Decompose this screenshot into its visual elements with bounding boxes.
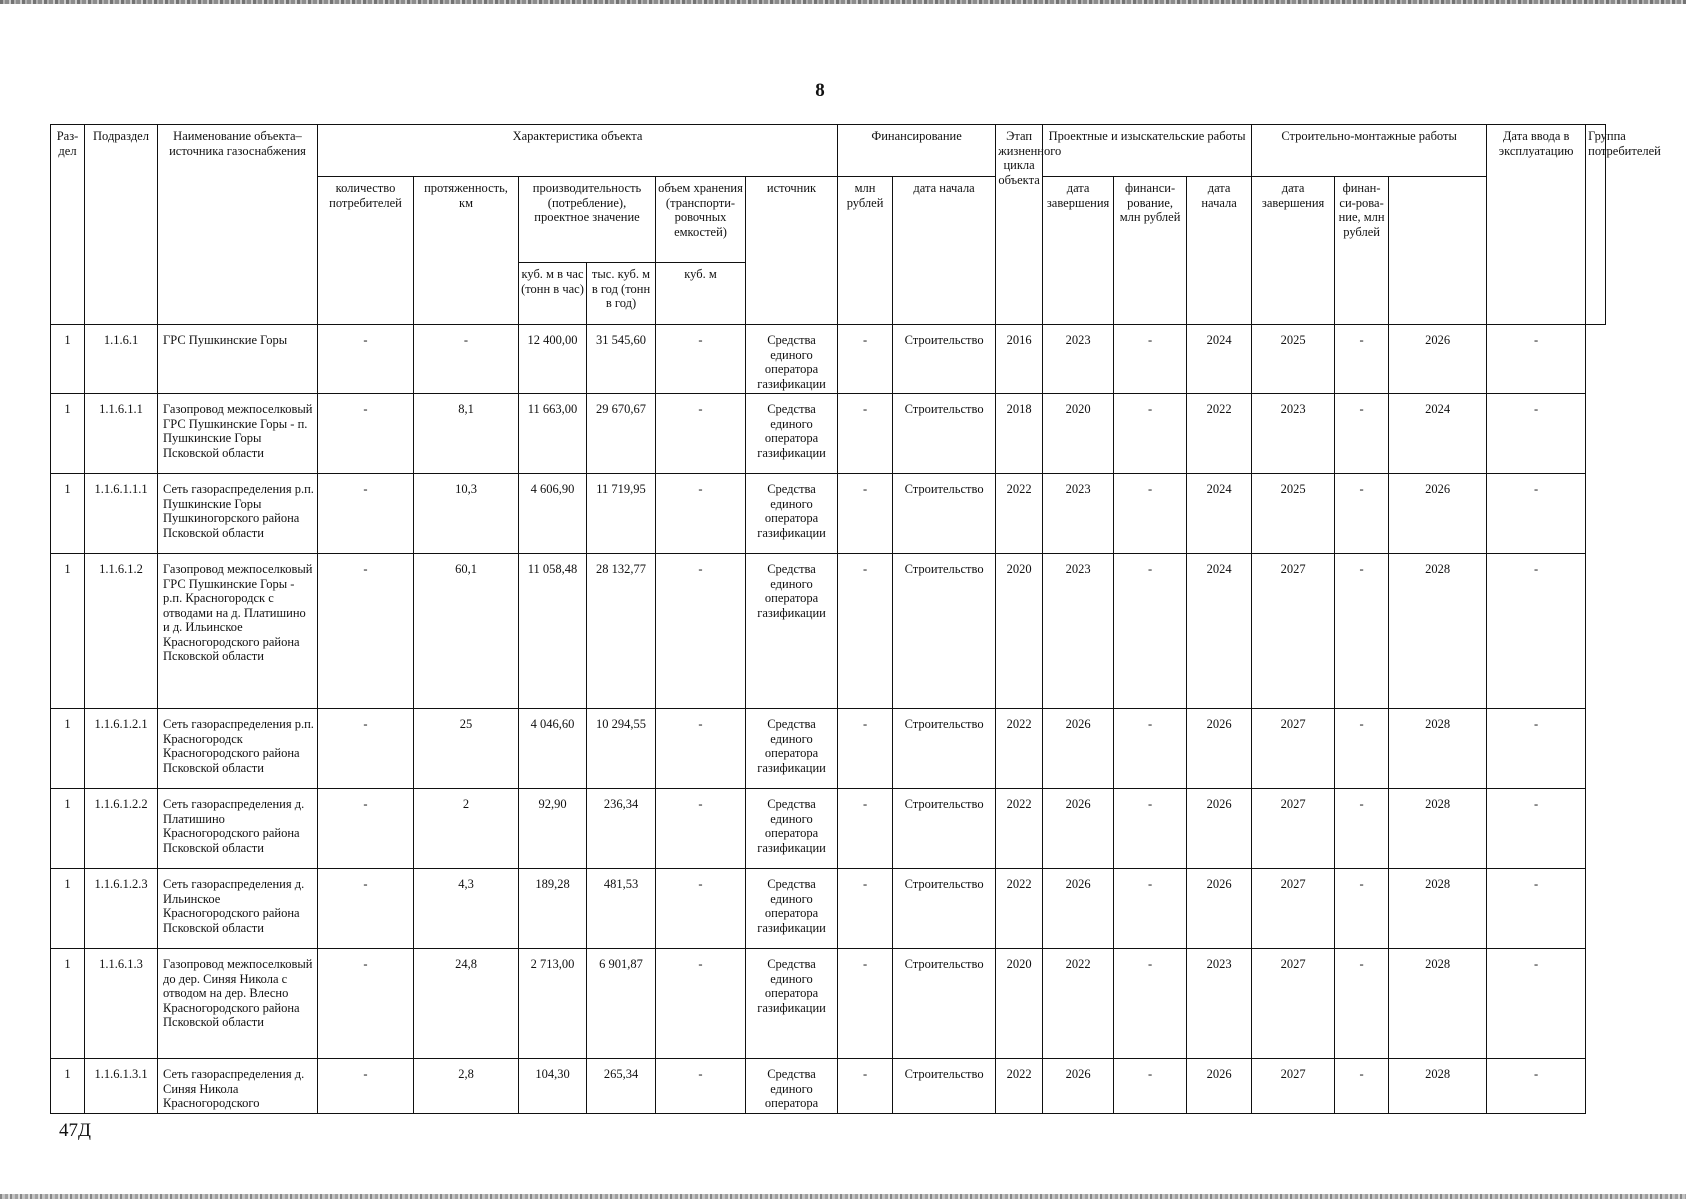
cell-storage-volume: - <box>656 709 746 789</box>
cell-consumers-count: - <box>318 394 414 474</box>
cell-object-name: ГРС Пушкинские Горы <box>158 325 318 394</box>
cell-storage-volume: - <box>656 869 746 949</box>
cell-subsection: 1.1.6.1.1.1 <box>85 474 158 554</box>
header-commissioning-date: Дата ввода в эксплуатацию <box>1487 125 1586 325</box>
document-code: 47Д <box>59 1120 91 1141</box>
header-subsection: Подраздел <box>85 125 158 325</box>
cell-capacity-year: 236,34 <box>587 789 656 869</box>
cell-object-name: Газопровод межпоселковый ГРС Пушкинские Горы - п. Пушкинские Горы Псковской области <box>158 394 318 474</box>
cell-design-start: 2022 <box>996 869 1043 949</box>
cell-storage-volume: - <box>656 789 746 869</box>
cell-design-end: 2020 <box>1043 394 1114 474</box>
cell-commissioning-date: 2028 <box>1389 1059 1487 1114</box>
cell-design-end: 2026 <box>1043 709 1114 789</box>
cell-fin-amount: - <box>838 474 893 554</box>
cell-constr-end: 2025 <box>1252 325 1335 394</box>
cell-storage-volume: - <box>656 325 746 394</box>
cell-constr-start: 2022 <box>1187 394 1252 474</box>
cell-constr-end: 2027 <box>1252 949 1335 1059</box>
cell-capacity-hour: 92,90 <box>519 789 587 869</box>
cell-section: 1 <box>51 709 85 789</box>
cell-capacity-hour: 189,28 <box>519 869 587 949</box>
header-design-end: дата завершения <box>1043 177 1114 325</box>
table-row <box>51 554 1606 709</box>
cell-length-km: 4,3 <box>414 869 519 949</box>
cell-consumer-group: - <box>1487 554 1586 709</box>
cell-section: 1 <box>51 394 85 474</box>
header-storage-unit: куб. м <box>656 263 746 325</box>
cell-fin-source: Средства единого оператора газификации <box>746 709 838 789</box>
cell-design-start: 2022 <box>996 1059 1043 1114</box>
cell-design-start: 2020 <box>996 554 1043 709</box>
cell-lifecycle-stage: Строительство <box>893 1059 996 1114</box>
cell-fin-source: Средства единого оператора газификации <box>746 949 838 1059</box>
cell-lifecycle-stage: Строительство <box>893 325 996 394</box>
cell-capacity-year: 28 132,77 <box>587 554 656 709</box>
cell-constr-financing: - <box>1335 949 1389 1059</box>
header-constr-financing: финан-си-рова-ние, млн рублей <box>1335 177 1389 325</box>
cell-design-end: 2026 <box>1043 1059 1114 1114</box>
cell-section: 1 <box>51 1059 85 1114</box>
cell-subsection: 1.1.6.1.2.3 <box>85 869 158 949</box>
cell-lifecycle-stage: Строительство <box>893 394 996 474</box>
cell-design-start: 2016 <box>996 325 1043 394</box>
cell-consumers-count: - <box>318 789 414 869</box>
cell-subsection: 1.1.6.1.2.2 <box>85 789 158 869</box>
cell-constr-start: 2026 <box>1187 869 1252 949</box>
header-consumers-count: количество потребителей <box>318 177 414 325</box>
cell-design-start: 2022 <box>996 474 1043 554</box>
cell-storage-volume: - <box>656 474 746 554</box>
cell-constr-financing: - <box>1335 869 1389 949</box>
cell-constr-start: 2023 <box>1187 949 1252 1059</box>
cell-length-km: 10,3 <box>414 474 519 554</box>
cell-length-km: 60,1 <box>414 554 519 709</box>
scan-edge-bottom <box>0 1194 1686 1199</box>
table-row <box>51 1059 1606 1114</box>
cell-design-financing: - <box>1114 554 1187 709</box>
cell-subsection: 1.1.6.1.2 <box>85 554 158 709</box>
cell-fin-amount: - <box>838 949 893 1059</box>
table-row <box>51 949 1606 1059</box>
cell-design-end: 2026 <box>1043 869 1114 949</box>
cell-constr-end: 2027 <box>1252 709 1335 789</box>
cell-fin-source: Средства единого оператора <box>746 1059 838 1114</box>
cell-consumer-group: - <box>1487 474 1586 554</box>
cell-fin-amount: - <box>838 394 893 474</box>
cell-object-name: Газопровод межпоселковый ГРС Пушкинские Горы - р.п. Красногородск с отводами на д. Платишино и д. Ильинское Красногородского района Псковской области <box>158 554 318 709</box>
cell-design-financing: - <box>1114 949 1187 1059</box>
cell-consumers-count: - <box>318 949 414 1059</box>
cell-design-end: 2023 <box>1043 325 1114 394</box>
cell-fin-amount: - <box>838 789 893 869</box>
header-design-works: Проектные и изыскательские работы <box>1043 125 1252 177</box>
cell-object-name: Сеть газораспределения д. Синяя Никола Красногородского <box>158 1059 318 1114</box>
cell-length-km: 8,1 <box>414 394 519 474</box>
cell-design-financing: - <box>1114 1059 1187 1114</box>
cell-object-name: Сеть газораспределения д. Платишино Красногородского района Псковской области <box>158 789 318 869</box>
cell-subsection: 1.1.6.1.2.1 <box>85 709 158 789</box>
header-construction-works: Строительно-монтажные работы <box>1252 125 1487 177</box>
cell-length-km: 25 <box>414 709 519 789</box>
cell-consumer-group: - <box>1487 869 1586 949</box>
cell-consumers-count: - <box>318 1059 414 1114</box>
cell-constr-financing: - <box>1335 394 1389 474</box>
cell-lifecycle-stage: Строительство <box>893 869 996 949</box>
cell-design-end: 2023 <box>1043 554 1114 709</box>
cell-section: 1 <box>51 949 85 1059</box>
cell-constr-start: 2024 <box>1187 474 1252 554</box>
cell-design-end: 2026 <box>1043 789 1114 869</box>
cell-commissioning-date: 2028 <box>1389 709 1487 789</box>
table-row <box>51 869 1606 949</box>
cell-commissioning-date: 2028 <box>1389 789 1487 869</box>
header-storage-volume: объем хранения (транспорти-ровочных емкостей) <box>656 177 746 263</box>
cell-constr-start: 2026 <box>1187 709 1252 789</box>
cell-lifecycle-stage: Строительство <box>893 474 996 554</box>
cell-fin-source: Средства единого оператора газификации <box>746 789 838 869</box>
cell-constr-start: 2026 <box>1187 789 1252 869</box>
cell-design-financing: - <box>1114 789 1187 869</box>
cell-consumers-count: - <box>318 709 414 789</box>
cell-capacity-year: 481,53 <box>587 869 656 949</box>
cell-consumers-count: - <box>318 869 414 949</box>
header-capacity-year: тыс. куб. м в год (тонн в год) <box>587 263 656 325</box>
cell-consumer-group: - <box>1487 394 1586 474</box>
cell-fin-source: Средства единого оператора газификации <box>746 869 838 949</box>
cell-commissioning-date: 2028 <box>1389 869 1487 949</box>
cell-capacity-hour: 4 046,60 <box>519 709 587 789</box>
cell-design-start: 2022 <box>996 709 1043 789</box>
cell-constr-end: 2023 <box>1252 394 1335 474</box>
cell-design-financing: - <box>1114 709 1187 789</box>
cell-commissioning-date: 2028 <box>1389 554 1487 709</box>
cell-capacity-year: 31 545,60 <box>587 325 656 394</box>
header-characteristics: Характеристика объекта <box>318 125 838 177</box>
header-design-financing: финанси-рование, млн рублей <box>1114 177 1187 325</box>
cell-fin-source: Средства единого оператора газификации <box>746 394 838 474</box>
table-row <box>51 474 1606 554</box>
cell-constr-end: 2027 <box>1252 789 1335 869</box>
cell-constr-start: 2026 <box>1187 1059 1252 1114</box>
cell-constr-financing: - <box>1335 1059 1389 1114</box>
header-length-km: протяженность, км <box>414 177 519 325</box>
cell-commissioning-date: 2026 <box>1389 325 1487 394</box>
cell-length-km: 24,8 <box>414 949 519 1059</box>
cell-capacity-year: 29 670,67 <box>587 394 656 474</box>
cell-commissioning-date: 2028 <box>1389 949 1487 1059</box>
cell-constr-financing: - <box>1335 474 1389 554</box>
cell-constr-financing: - <box>1335 709 1389 789</box>
cell-capacity-year: 265,34 <box>587 1059 656 1114</box>
cell-commissioning-date: 2024 <box>1389 394 1487 474</box>
cell-fin-amount: - <box>838 1059 893 1114</box>
cell-capacity-hour: 12 400,00 <box>519 325 587 394</box>
header-financing: Финансирование <box>838 125 996 177</box>
header-capacity-hour: куб. м в час (тонн в час) <box>519 263 587 325</box>
cell-section: 1 <box>51 474 85 554</box>
table-row <box>51 709 1606 789</box>
cell-constr-end: 2027 <box>1252 1059 1335 1114</box>
table-row <box>51 789 1606 869</box>
cell-fin-amount: - <box>838 869 893 949</box>
cell-capacity-year: 6 901,87 <box>587 949 656 1059</box>
cell-storage-volume: - <box>656 394 746 474</box>
cell-storage-volume: - <box>656 1059 746 1114</box>
gas-supply-objects-table <box>50 124 1661 1114</box>
table-row <box>51 325 1606 394</box>
cell-design-financing: - <box>1114 394 1187 474</box>
header-design-start: дата начала <box>893 177 996 325</box>
cell-fin-source: Средства единого оператора газификации <box>746 554 838 709</box>
page-number: 8 <box>815 80 825 101</box>
cell-capacity-hour: 11 058,48 <box>519 554 587 709</box>
header-capacity: производительность (потребление), проектное значение <box>519 177 656 263</box>
table-row <box>51 394 1606 474</box>
cell-design-financing: - <box>1114 325 1187 394</box>
cell-length-km: - <box>414 325 519 394</box>
cell-lifecycle-stage: Строительство <box>893 554 996 709</box>
cell-consumers-count: - <box>318 325 414 394</box>
cell-object-name: Сеть газораспределения р.п. Пушкинские Горы Пушкиногорского района Псковской области <box>158 474 318 554</box>
cell-subsection: 1.1.6.1 <box>85 325 158 394</box>
cell-subsection: 1.1.6.1.3 <box>85 949 158 1059</box>
cell-object-name: Сеть газораспределения р.п. Красногородск Красногородского района Псковской области <box>158 709 318 789</box>
cell-length-km: 2,8 <box>414 1059 519 1114</box>
scan-edge-top <box>0 0 1686 4</box>
cell-consumer-group: - <box>1487 949 1586 1059</box>
header-fin-amount: млн рублей <box>838 177 893 325</box>
cell-commissioning-date: 2026 <box>1389 474 1487 554</box>
cell-capacity-hour: 11 663,00 <box>519 394 587 474</box>
cell-subsection: 1.1.6.1.3.1 <box>85 1059 158 1114</box>
header-constr-end: дата завершения <box>1252 177 1335 325</box>
cell-constr-end: 2025 <box>1252 474 1335 554</box>
cell-section: 1 <box>51 789 85 869</box>
cell-object-name: Газопровод межпоселковый до дер. Синяя Никола с отводом на дер. Влесно Красногородского района Псковской области <box>158 949 318 1059</box>
cell-fin-source: Средства единого оператора газификации <box>746 325 838 394</box>
cell-constr-end: 2027 <box>1252 554 1335 709</box>
cell-consumers-count: - <box>318 554 414 709</box>
cell-constr-end: 2027 <box>1252 869 1335 949</box>
cell-fin-source: Средства единого оператора газификации <box>746 474 838 554</box>
cell-lifecycle-stage: Строительство <box>893 949 996 1059</box>
cell-storage-volume: - <box>656 554 746 709</box>
cell-storage-volume: - <box>656 949 746 1059</box>
cell-capacity-hour: 2 713,00 <box>519 949 587 1059</box>
cell-constr-start: 2024 <box>1187 325 1252 394</box>
cell-constr-financing: - <box>1335 554 1389 709</box>
cell-section: 1 <box>51 869 85 949</box>
cell-consumer-group: - <box>1487 789 1586 869</box>
cell-design-start: 2022 <box>996 789 1043 869</box>
cell-design-end: 2023 <box>1043 474 1114 554</box>
cell-consumer-group: - <box>1487 325 1586 394</box>
cell-section: 1 <box>51 325 85 394</box>
cell-consumers-count: - <box>318 474 414 554</box>
header-constr-start: дата начала <box>1187 177 1252 325</box>
cell-length-km: 2 <box>414 789 519 869</box>
cell-design-financing: - <box>1114 869 1187 949</box>
cell-constr-financing: - <box>1335 789 1389 869</box>
cell-constr-financing: - <box>1335 325 1389 394</box>
cell-section: 1 <box>51 554 85 709</box>
cell-capacity-hour: 4 606,90 <box>519 474 587 554</box>
cell-capacity-hour: 104,30 <box>519 1059 587 1114</box>
cell-fin-amount: - <box>838 709 893 789</box>
cell-design-end: 2022 <box>1043 949 1114 1059</box>
cell-constr-start: 2024 <box>1187 554 1252 709</box>
cell-capacity-year: 11 719,95 <box>587 474 656 554</box>
cell-design-start: 2018 <box>996 394 1043 474</box>
cell-subsection: 1.1.6.1.1 <box>85 394 158 474</box>
cell-design-financing: - <box>1114 474 1187 554</box>
header-lifecycle-stage: Этап жизненного цикла объекта <box>996 125 1043 325</box>
cell-lifecycle-stage: Строительство <box>893 709 996 789</box>
cell-fin-amount: - <box>838 325 893 394</box>
header-fin-source: источник <box>746 177 838 325</box>
header-section: Раз-дел <box>51 125 85 325</box>
cell-design-start: 2020 <box>996 949 1043 1059</box>
cell-consumer-group: - <box>1487 709 1586 789</box>
cell-fin-amount: - <box>838 554 893 709</box>
cell-consumer-group: - <box>1487 1059 1586 1114</box>
cell-capacity-year: 10 294,55 <box>587 709 656 789</box>
cell-lifecycle-stage: Строительство <box>893 789 996 869</box>
cell-object-name: Сеть газораспределения д. Ильинское Красногородского района Псковской области <box>158 869 318 949</box>
header-consumer-group: Группа потребителей <box>1586 125 1606 325</box>
header-object-name: Наименование объекта–источника газоснабжения <box>158 125 318 325</box>
